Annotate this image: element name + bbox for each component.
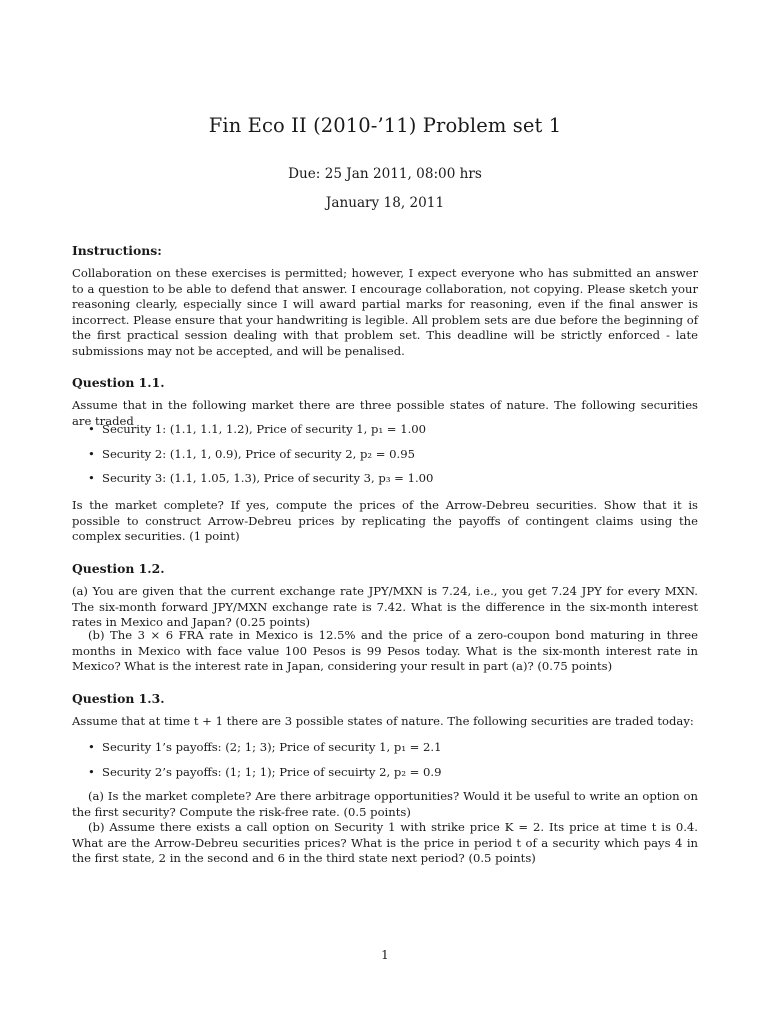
instructions-heading: Instructions: xyxy=(72,243,162,258)
list-item: • Security 1’s payoffs: (2; 1; 3); Price of security 1, p₁ = 2.1 xyxy=(72,740,698,756)
question-1-3-intro: Assume that at time t + 1 there are 3 possible states of nature. The following securities are traded today: xyxy=(72,714,694,728)
document-title: Fin Eco II (2010-’11) Problem set 1 xyxy=(208,114,562,137)
question-1-3-part-b: (b) Assume there exists a call option on Security 1 with strike price K = 2. Its price at time t is 0.4. What are the Arrow-Debreu securities prices? What is the price in period t of a security which pays 4 in the first state, 2 in the second and 6 in the third state next period? (0.5 points) xyxy=(72,820,698,866)
list-item: • Security 2’s payoffs: (1; 1; 1); Price of secuirty 2, p₂ = 0.9 xyxy=(72,765,698,781)
question-1-3-part-a: (a) Is the market complete? Are there arbitrage opportunities? Would it be useful to write an option on the first security? Compute the risk-free rate. (0.5 points) xyxy=(72,789,698,819)
question-1-3-securities-list xyxy=(72,740,698,780)
question-1-2-part-b: (b) The 3 × 6 FRA rate in Mexico is 12.5% and the price of a zero-coupon bond maturing in three months in Mexico with face value 100 Pesos is 99 Pesos today. What is the six-month interest rate in Mexico? What is the interest rate in Japan, considering your result in part (a)? (0.75 points) xyxy=(72,628,698,674)
question-1-2-part-a: (a) You are given that the current exchange rate JPY/MXN is 7.24, i.e., you get 7.24 JPY for every MXN. The six-month forward JPY/MXN exchange rate is 7.42. What is the difference in the six-month interest rates in Mexico and Japan? (0.25 points) xyxy=(72,584,698,630)
question-1-2-heading: Question 1.2. xyxy=(72,561,165,576)
question-1-1-text: Is the market complete? If yes, compute the prices of the Arrow-Debreu securities. Show that it is possible to construct Arrow-Debreu prices by replicating the payoffs of contingent claims using the complex securities. (1 point) xyxy=(72,498,698,544)
issue-date: January 18, 2011 xyxy=(325,195,445,211)
question-1-1-securities-list xyxy=(72,422,698,487)
question-1-3-heading: Question 1.3. xyxy=(72,691,165,706)
due-date: Due: 25 Jan 2011, 08:00 hrs xyxy=(288,166,482,182)
instructions-text: Collaboration on these exercises is permitted; however, I expect everyone who has submitted an answer to a question to be able to defend that answer. I encourage collaboration, not copying. Please sketch your reasoning clearly, especially since I will award partial marks for reasoning, even if the final answer is incorrect. Please ensure that your handwriting is legible. All problem sets are due before the beginning of the first practical session dealing with that problem set. This deadline will be strictly enforced - late submissions may not be accepted, and will be penalised. xyxy=(72,266,698,358)
list-item: • Security 1: (1.1, 1.1, 1.2), Price of security 1, p₁ = 1.00 xyxy=(72,422,698,438)
page-number: 1 xyxy=(381,948,389,962)
list-item: • Security 2: (1.1, 1, 0.9), Price of security 2, p₂ = 0.95 xyxy=(72,447,698,463)
document-page xyxy=(72,0,698,1024)
question-1-1-intro: Assume that in the following market there are three possible states of nature. The following securities are traded xyxy=(72,398,698,428)
list-item: • Security 3: (1.1, 1.05, 1.3), Price of security 3, p₃ = 1.00 xyxy=(72,471,698,487)
question-1-1-heading: Question 1.1. xyxy=(72,375,165,390)
